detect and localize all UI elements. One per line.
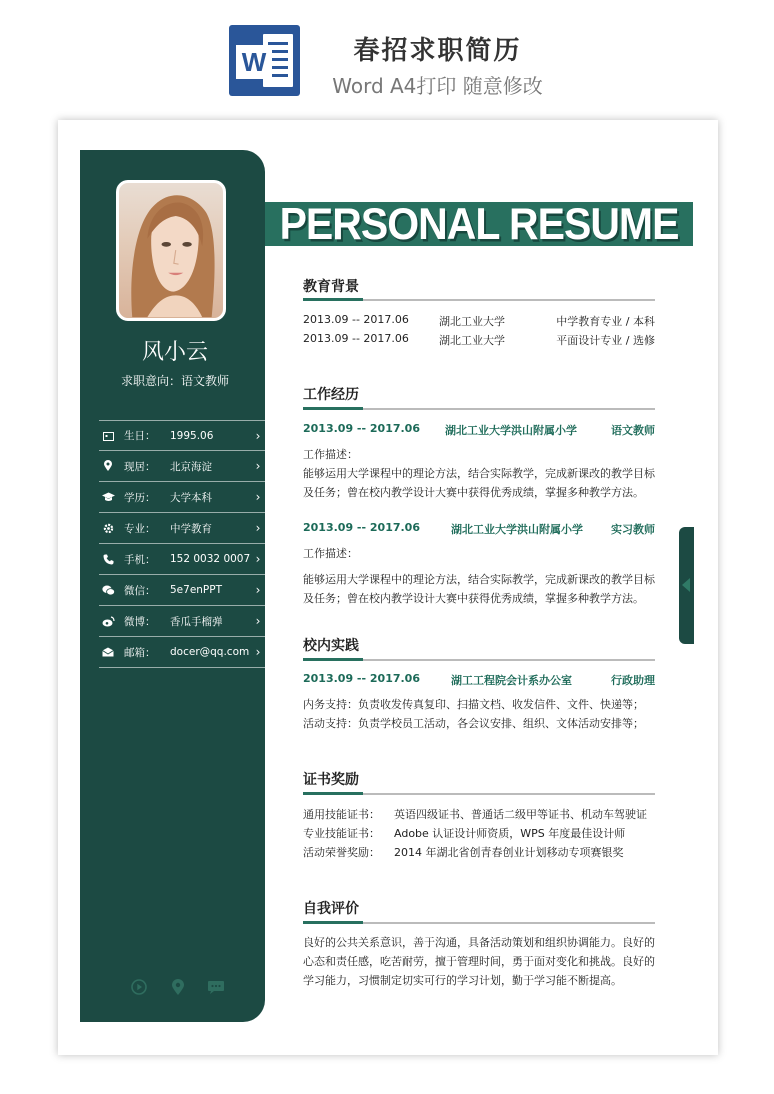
campus-date: 2013.09 -- 2017.06 bbox=[303, 672, 420, 685]
location-pin-icon bbox=[169, 978, 187, 996]
info-value: 北京海淀 bbox=[170, 460, 212, 473]
section-divider bbox=[303, 299, 655, 301]
job-role: 语文教师 bbox=[611, 424, 655, 437]
section-divider bbox=[303, 659, 655, 661]
info-value: 香瓜手榴弹 bbox=[170, 615, 223, 628]
info-email bbox=[99, 637, 265, 668]
arrow-left-icon bbox=[682, 578, 690, 592]
info-value: 1995.06 bbox=[170, 429, 214, 442]
info-wechat bbox=[99, 575, 265, 606]
weibo-icon bbox=[100, 616, 116, 627]
info-label: 微信： bbox=[124, 584, 156, 597]
education-row bbox=[303, 313, 655, 329]
info-label: 专业： bbox=[124, 522, 156, 535]
campus-line: 活动支持：负责学校员工活动，各会议安排、组织、文体活动安排等； bbox=[303, 717, 644, 730]
section-title-work: 工作经历 bbox=[303, 387, 359, 403]
info-weibo bbox=[99, 606, 265, 637]
cert-row bbox=[303, 844, 655, 860]
info-label: 学历： bbox=[124, 491, 156, 504]
info-label: 生日： bbox=[124, 430, 156, 442]
info-list bbox=[99, 420, 265, 668]
chevron-right-icon: › bbox=[255, 552, 261, 566]
info-phone bbox=[99, 544, 265, 575]
info-label: 现居： bbox=[124, 460, 156, 473]
section-divider bbox=[303, 922, 655, 924]
info-education bbox=[99, 482, 265, 513]
chevron-right-icon: › bbox=[255, 521, 261, 535]
cert-label: 活动荣誉奖励： bbox=[303, 846, 380, 859]
job-header bbox=[303, 422, 655, 438]
cert-value: 英语四级证书、普通话二级甲等证书、机动车驾驶证 bbox=[394, 808, 647, 821]
wechat-icon bbox=[100, 585, 116, 596]
location-icon bbox=[100, 460, 116, 472]
section-title-self: 自我评价 bbox=[303, 901, 359, 917]
phone-icon bbox=[100, 554, 116, 565]
bottom-icons bbox=[130, 978, 225, 996]
chevron-right-icon: › bbox=[255, 459, 261, 473]
calendar-icon bbox=[100, 431, 116, 441]
header-subtitle: Word A4打印 随意修改 bbox=[332, 74, 543, 98]
play-icon bbox=[130, 978, 148, 996]
section-divider bbox=[303, 408, 655, 410]
job-org: 湖北工业大学洪山附属小学 bbox=[445, 424, 577, 437]
section-title-certificates: 证书奖励 bbox=[303, 772, 359, 788]
mail-icon bbox=[100, 647, 116, 657]
info-value: 152 0032 0007 bbox=[170, 553, 251, 565]
info-value: 5e7enPPT bbox=[170, 584, 223, 596]
job-role: 实习教师 bbox=[611, 523, 655, 536]
profile-name: 风小云 bbox=[141, 340, 208, 365]
education-date: 2013.09 -- 2017.06 bbox=[303, 332, 409, 345]
education-major: 平面设计专业 / 选修 bbox=[556, 334, 655, 347]
sidebar bbox=[80, 150, 265, 1022]
header bbox=[0, 0, 774, 110]
chat-bubble-icon bbox=[207, 978, 225, 996]
cert-value: Adobe 认证设计师资质，WPS 年度最佳设计师 bbox=[394, 827, 626, 840]
word-icon bbox=[229, 25, 300, 96]
profile-photo bbox=[116, 180, 226, 321]
job-header bbox=[303, 521, 655, 537]
banner-title: PERSONAL RESUME bbox=[279, 199, 679, 249]
info-residence bbox=[99, 451, 265, 482]
education-school: 湖北工业大学 bbox=[439, 334, 505, 347]
campus-org: 湖工工程院会计系办公室 bbox=[451, 674, 572, 687]
info-label: 邮箱： bbox=[124, 646, 156, 659]
cert-row bbox=[303, 825, 655, 841]
cert-value: 2014 年湖北省创青春创业计划移动专项赛银奖 bbox=[394, 846, 624, 859]
info-value: docer@qq.com bbox=[170, 646, 250, 658]
education-row bbox=[303, 332, 655, 348]
word-letter: W bbox=[236, 45, 272, 79]
chevron-right-icon: › bbox=[255, 428, 261, 443]
chevron-right-icon: › bbox=[255, 583, 261, 597]
graduation-cap-icon bbox=[100, 492, 116, 502]
job-intent: 求职意向：语文教师 bbox=[120, 374, 229, 388]
campus-role: 行政助理 bbox=[611, 674, 655, 687]
resume-banner bbox=[265, 199, 693, 249]
campus-header bbox=[303, 672, 655, 688]
info-birthday bbox=[99, 420, 265, 451]
portrait-illustration bbox=[119, 183, 223, 318]
info-value: 中学教育 bbox=[170, 522, 212, 535]
job-org: 湖北工业大学洪山附属小学 bbox=[451, 523, 583, 536]
info-label: 微博： bbox=[124, 615, 156, 628]
info-value: 大学本科 bbox=[170, 491, 212, 504]
side-tab[interactable] bbox=[679, 527, 694, 644]
cert-label: 专业技能证书： bbox=[303, 827, 380, 840]
education-school: 湖北工业大学 bbox=[439, 315, 505, 328]
chevron-right-icon: › bbox=[255, 645, 261, 659]
section-title-campus: 校内实践 bbox=[303, 638, 359, 654]
job-desc: 能够运用大学课程中的理论方法，结合实际教学，完成新课改的教学目标及任务；曾在校内教学设计大赛中获得优秀成绩，掌握多种教学方法。 bbox=[303, 467, 655, 499]
campus-line: 内务支持：负责收发传真复印、扫描文档、收发信件、文件、快递等； bbox=[303, 698, 644, 711]
job-desc-label: 工作描述： bbox=[303, 547, 358, 560]
cert-label: 通用技能证书： bbox=[303, 808, 380, 821]
job-date: 2013.09 -- 2017.06 bbox=[303, 521, 420, 534]
chevron-right-icon: › bbox=[255, 490, 261, 504]
self-evaluation-text: 良好的公共关系意识，善于沟通，具备活动策划和组织协调能力。良好的心态和责任感，吃苦耐劳，擅于管理时间，勇于面对变化和挑战。良好的学习能力，习惯制定切实可行的学习计划，勤于学习能不断提高。 bbox=[303, 936, 655, 987]
cert-row bbox=[303, 806, 655, 822]
info-label: 手机： bbox=[124, 553, 156, 566]
chevron-right-icon: › bbox=[255, 614, 261, 628]
header-title: 春招求职简历 bbox=[353, 36, 522, 66]
job-desc: 能够运用大学课程中的理论方法，结合实际教学，完成新课改的教学目标及任务；曾在校内教学设计大赛中获得优秀成绩，掌握多种教学方法。 bbox=[303, 573, 655, 605]
section-divider bbox=[303, 793, 655, 795]
section-title-education: 教育背景 bbox=[303, 279, 359, 295]
info-major bbox=[99, 513, 265, 544]
education-date: 2013.09 -- 2017.06 bbox=[303, 313, 409, 326]
job-desc-label: 工作描述： bbox=[303, 448, 358, 461]
education-major: 中学教育专业 / 本科 bbox=[556, 315, 655, 328]
job-date: 2013.09 -- 2017.06 bbox=[303, 422, 420, 435]
gear-icon bbox=[100, 523, 116, 534]
